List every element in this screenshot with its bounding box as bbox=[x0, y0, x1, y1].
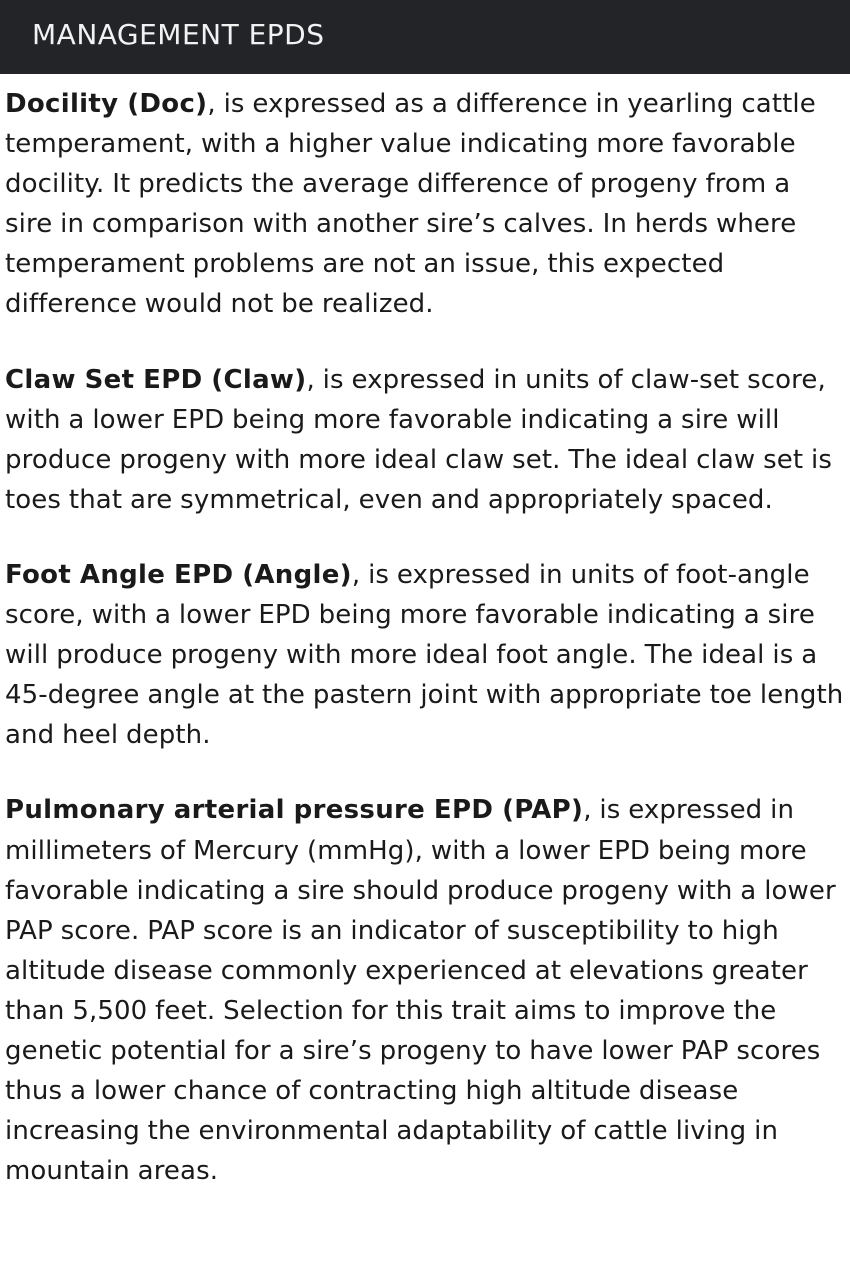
docility-term: Docility (Doc) bbox=[5, 89, 208, 119]
docility-definition bbox=[5, 84, 845, 325]
foot-angle-description: , is expressed in units of foot-angle score, with a lower EPD being more favorable indicating a sire will produce progeny with more ideal foot angle. The ideal is a 45-degree angle at the pastern joint with appropriate toe length and heel depth. bbox=[5, 559, 844, 751]
foot-angle-term: Foot Angle EPD (Angle) bbox=[5, 559, 352, 590]
pap-description: , is expressed in millimeters of Mercury (mmHg), with a lower EPD being more favorable indicating a sire should produce progeny with a lower PAP score. PAP score is an indicator of susceptibility to high altitude disease commonly experienced at elevations greater than 5,500 feet. Selection for this trait aims to improve the genetic potential for a sire’s progeny to have lower PAP scores thus a lower chance of contracting high altitude disease increasing the environmental adaptability of cattle living in mountain areas. bbox=[5, 795, 836, 1187]
section-header bbox=[0, 0, 850, 74]
claw-set-definition bbox=[5, 360, 845, 520]
epd-definitions bbox=[0, 74, 845, 1191]
docility-description: , is expressed as a difference in yearling cattle temperament, with a higher value indicating more favorable docility. It predicts the average difference of progeny from a sire in comparison with another sire’s calves. In herds where temperament problems are not an issue, this expected difference would not be realized. bbox=[5, 89, 816, 320]
pap-definition bbox=[5, 790, 845, 1191]
pap-term: Pulmonary arterial pressure EPD (PAP) bbox=[5, 795, 584, 826]
section-title: MANAGEMENT EPDS bbox=[32, 18, 325, 51]
claw-set-description: , is expressed in units of claw-set score, with a lower EPD being more favorable indicating a sire will produce progeny with more ideal claw set. The ideal claw set is toes that are symmetrical, even and appropriately spaced. bbox=[5, 364, 832, 515]
claw-set-term: Claw Set EPD (Claw) bbox=[5, 364, 307, 395]
foot-angle-definition bbox=[5, 555, 845, 755]
